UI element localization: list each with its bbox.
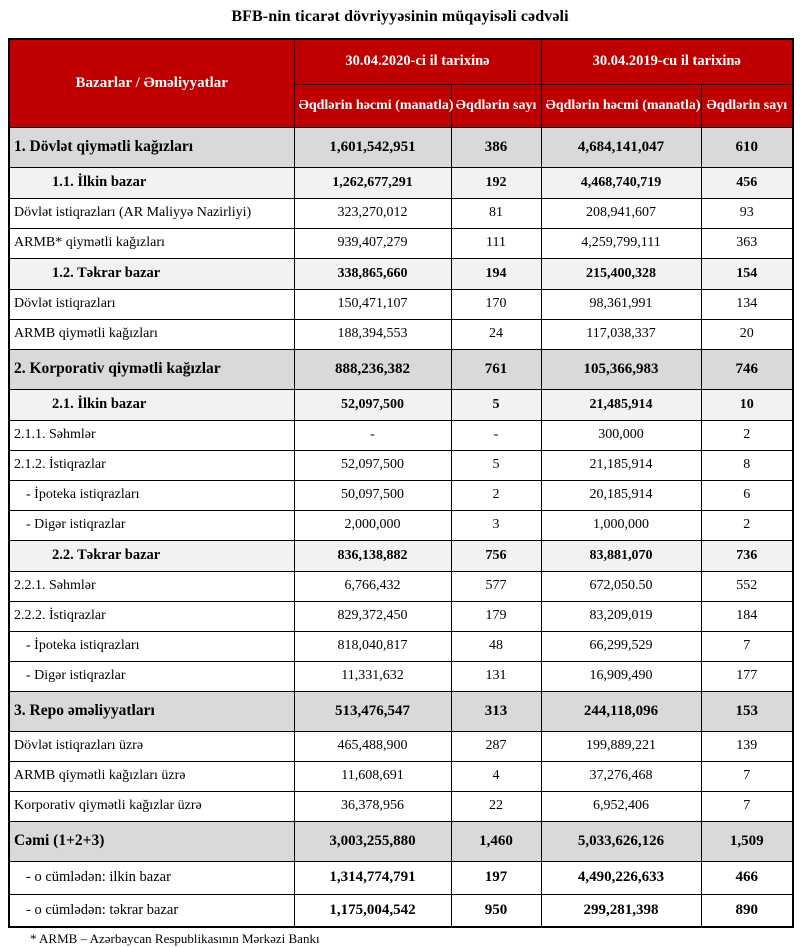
row-value: 386 xyxy=(451,127,541,167)
table-row xyxy=(9,601,793,631)
row-label: Korporativ qiymətli kağızlar üzrə xyxy=(9,791,294,821)
table-row xyxy=(9,289,793,319)
row-label: 1.2. Təkrar bazar xyxy=(9,258,294,289)
column-header-volume-2019: Əqdlərin həcmi (manatla) xyxy=(541,84,701,127)
row-value: 197 xyxy=(451,861,541,894)
table-row xyxy=(9,167,793,198)
row-value: 829,372,450 xyxy=(294,601,451,631)
row-value: 199,889,221 xyxy=(541,731,701,761)
row-value: 98,361,991 xyxy=(541,289,701,319)
row-value: 7 xyxy=(701,631,793,661)
row-value: 7 xyxy=(701,791,793,821)
row-value: 184 xyxy=(701,601,793,631)
row-label: - Digər istiqrazlar xyxy=(9,661,294,691)
row-value: 746 xyxy=(701,349,793,389)
table-row xyxy=(9,631,793,661)
row-value: 188,394,553 xyxy=(294,319,451,349)
row-value: 66,299,529 xyxy=(541,631,701,661)
row-value: 244,118,096 xyxy=(541,691,701,731)
row-value: 456 xyxy=(701,167,793,198)
column-header-count-2019: Əqdlərin sayı xyxy=(701,84,793,127)
row-label: - o cümlədən: ilkin bazar xyxy=(9,861,294,894)
column-header-volume-2020: Əqdlərin həcmi (manatla) xyxy=(294,84,451,127)
row-value: 300,000 xyxy=(541,420,701,450)
row-value: 2,000,000 xyxy=(294,510,451,540)
table-row xyxy=(9,540,793,571)
row-label: 2.1. İlkin bazar xyxy=(9,389,294,420)
row-value: 6 xyxy=(701,480,793,510)
row-value: 513,476,547 xyxy=(294,691,451,731)
row-value: 1,000,000 xyxy=(541,510,701,540)
row-value: 888,236,382 xyxy=(294,349,451,389)
row-label: 2.2.2. İstiqrazlar xyxy=(9,601,294,631)
row-value: 756 xyxy=(451,540,541,571)
row-label: Cəmi (1+2+3) xyxy=(9,821,294,861)
table-row xyxy=(9,731,793,761)
row-label: - o cümlədən: təkrar bazar xyxy=(9,894,294,927)
column-header-markets-operations: Bazarlar / Əməliyyatlar xyxy=(9,39,294,127)
row-value: 950 xyxy=(451,894,541,927)
page-title: BFB-nin ticarət dövriyyəsinin müqayisəli cədvəli xyxy=(231,8,569,25)
row-value: 154 xyxy=(701,258,793,289)
row-value: 4,259,799,111 xyxy=(541,228,701,258)
table-row xyxy=(9,127,793,167)
table-row xyxy=(9,258,793,289)
row-value: 48 xyxy=(451,631,541,661)
row-value: 4 xyxy=(451,761,541,791)
table-row xyxy=(9,821,793,861)
table-row xyxy=(9,761,793,791)
row-value: 117,038,337 xyxy=(541,319,701,349)
row-value: 150,471,107 xyxy=(294,289,451,319)
row-value: 465,488,900 xyxy=(294,731,451,761)
row-value: 20 xyxy=(701,319,793,349)
table-row xyxy=(9,389,793,420)
row-value: 1,601,542,951 xyxy=(294,127,451,167)
row-value: 37,276,468 xyxy=(541,761,701,791)
row-value: 1,509 xyxy=(701,821,793,861)
row-value: 7 xyxy=(701,761,793,791)
row-value: 177 xyxy=(701,661,793,691)
row-value: 215,400,328 xyxy=(541,258,701,289)
row-value: 323,270,012 xyxy=(294,198,451,228)
row-label: 2.1.2. İstiqrazlar xyxy=(9,450,294,480)
row-value: 134 xyxy=(701,289,793,319)
row-value: 8 xyxy=(701,450,793,480)
row-value: 338,865,660 xyxy=(294,258,451,289)
row-label: 2.1.1. Səhmlər xyxy=(9,420,294,450)
table-row xyxy=(9,571,793,601)
row-value: 10 xyxy=(701,389,793,420)
row-value: - xyxy=(294,420,451,450)
row-value: 1,314,774,791 xyxy=(294,861,451,894)
row-value: 170 xyxy=(451,289,541,319)
table-row xyxy=(9,510,793,540)
row-value: 4,468,740,719 xyxy=(541,167,701,198)
row-value: 1,175,004,542 xyxy=(294,894,451,927)
row-label: Dövlət istiqrazları üzrə xyxy=(9,731,294,761)
row-label: 2. Korporativ qiymətli kağızlar xyxy=(9,349,294,389)
column-group-header-2019: 30.04.2019-cu il tarixinə xyxy=(541,39,793,84)
row-label: Dövlət istiqrazları xyxy=(9,289,294,319)
row-value: - xyxy=(451,420,541,450)
row-value: 21,185,914 xyxy=(541,450,701,480)
table-header xyxy=(9,39,793,127)
row-value: 672,050.50 xyxy=(541,571,701,601)
row-value: 466 xyxy=(701,861,793,894)
row-value: 179 xyxy=(451,601,541,631)
row-value: 52,097,500 xyxy=(294,450,451,480)
row-label: 3. Repo əməliyyatları xyxy=(9,691,294,731)
row-value: 939,407,279 xyxy=(294,228,451,258)
row-value: 818,040,817 xyxy=(294,631,451,661)
row-value: 131 xyxy=(451,661,541,691)
row-value: 20,185,914 xyxy=(541,480,701,510)
row-value: 208,941,607 xyxy=(541,198,701,228)
row-label: 2.2. Təkrar bazar xyxy=(9,540,294,571)
row-value: 36,378,956 xyxy=(294,791,451,821)
comparison-table xyxy=(8,38,794,928)
footnote: * ARMB – Azərbaycan Respublikasının Mərkəzi Bankı xyxy=(30,931,320,946)
row-value: 81 xyxy=(451,198,541,228)
table-row xyxy=(9,861,793,894)
row-value: 16,909,490 xyxy=(541,661,701,691)
row-value: 93 xyxy=(701,198,793,228)
row-label: ARMB* qiymətli kağızları xyxy=(9,228,294,258)
table-row xyxy=(9,450,793,480)
row-value: 50,097,500 xyxy=(294,480,451,510)
row-value: 83,209,019 xyxy=(541,601,701,631)
row-label: Dövlət istiqrazları (AR Maliyyə Nazirliyi) xyxy=(9,198,294,228)
row-value: 610 xyxy=(701,127,793,167)
row-label: - İpoteka istiqrazları xyxy=(9,631,294,661)
row-value: 1,262,677,291 xyxy=(294,167,451,198)
row-value: 105,366,983 xyxy=(541,349,701,389)
row-value: 299,281,398 xyxy=(541,894,701,927)
column-header-count-2020: Əqdlərin sayı xyxy=(451,84,541,127)
row-value: 4,490,226,633 xyxy=(541,861,701,894)
row-value: 11,608,691 xyxy=(294,761,451,791)
row-value: 2 xyxy=(701,420,793,450)
row-value: 1,460 xyxy=(451,821,541,861)
row-value: 5,033,626,126 xyxy=(541,821,701,861)
row-value: 194 xyxy=(451,258,541,289)
row-value: 24 xyxy=(451,319,541,349)
row-value: 736 xyxy=(701,540,793,571)
row-value: 111 xyxy=(451,228,541,258)
row-value: 552 xyxy=(701,571,793,601)
row-value: 890 xyxy=(701,894,793,927)
row-value: 836,138,882 xyxy=(294,540,451,571)
row-label: - Digər istiqrazlar xyxy=(9,510,294,540)
row-value: 153 xyxy=(701,691,793,731)
row-value: 287 xyxy=(451,731,541,761)
table-row xyxy=(9,480,793,510)
table-row xyxy=(9,228,793,258)
row-value: 3 xyxy=(451,510,541,540)
row-value: 83,881,070 xyxy=(541,540,701,571)
table-row xyxy=(9,894,793,927)
row-value: 5 xyxy=(451,450,541,480)
row-value: 313 xyxy=(451,691,541,731)
table-row xyxy=(9,661,793,691)
row-label: 2.2.1. Səhmlər xyxy=(9,571,294,601)
table-row xyxy=(9,791,793,821)
row-value: 363 xyxy=(701,228,793,258)
row-label: 1. Dövlət qiymətli kağızları xyxy=(9,127,294,167)
row-value: 192 xyxy=(451,167,541,198)
row-value: 5 xyxy=(451,389,541,420)
row-value: 4,684,141,047 xyxy=(541,127,701,167)
row-label: 1.1. İlkin bazar xyxy=(9,167,294,198)
table-row xyxy=(9,319,793,349)
column-group-header-2020: 30.04.2020-ci il tarixinə xyxy=(294,39,541,84)
row-value: 577 xyxy=(451,571,541,601)
table-row xyxy=(9,691,793,731)
row-value: 52,097,500 xyxy=(294,389,451,420)
row-label: ARMB qiymətli kağızları üzrə xyxy=(9,761,294,791)
row-value: 139 xyxy=(701,731,793,761)
table-row xyxy=(9,198,793,228)
row-value: 21,485,914 xyxy=(541,389,701,420)
row-label: - İpoteka istiqrazları xyxy=(9,480,294,510)
row-value: 2 xyxy=(701,510,793,540)
row-value: 6,766,432 xyxy=(294,571,451,601)
row-value: 11,331,632 xyxy=(294,661,451,691)
table-row xyxy=(9,420,793,450)
row-value: 761 xyxy=(451,349,541,389)
row-value: 2 xyxy=(451,480,541,510)
table-body xyxy=(9,127,793,927)
row-value: 6,952,406 xyxy=(541,791,701,821)
row-value: 3,003,255,880 xyxy=(294,821,451,861)
table-row xyxy=(9,349,793,389)
row-label: ARMB qiymətli kağızları xyxy=(9,319,294,349)
row-value: 22 xyxy=(451,791,541,821)
